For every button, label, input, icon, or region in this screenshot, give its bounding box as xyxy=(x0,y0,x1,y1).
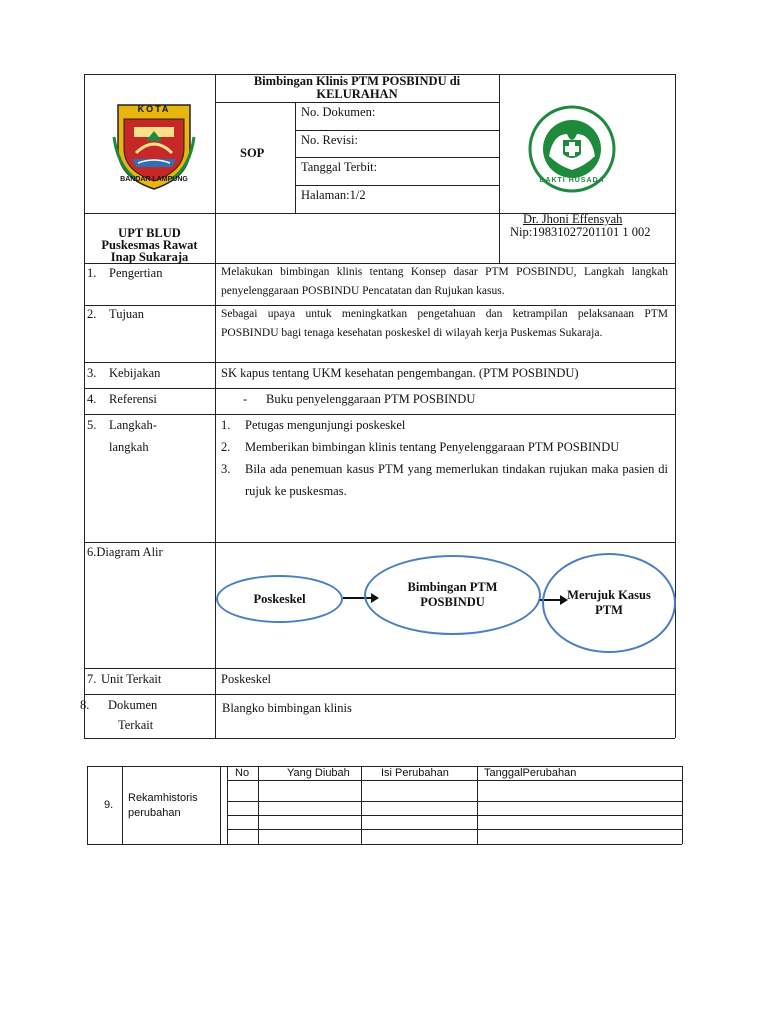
referensi-label: Referensi xyxy=(109,392,157,406)
flow-diagram xyxy=(216,543,675,668)
no-revisi: No. Revisi: xyxy=(301,133,358,147)
logo-bakti-husada-text: BAKTI HUSADA xyxy=(539,177,605,184)
halaman: Halaman:1/2 xyxy=(301,188,366,202)
langkah-step: 1. Petugas mengunjungi poskeskel xyxy=(221,418,406,432)
org-name: UPT BLUD Puskesmas Rawat Inap Sukaraja xyxy=(101,226,198,264)
pengertian-number: 1. xyxy=(87,266,97,280)
langkah-label-2: langkah xyxy=(109,440,149,454)
dokumen-terkait-number: 8. xyxy=(80,698,90,712)
referensi-text: Buku penyelenggaraan PTM POSBINDU xyxy=(266,392,476,406)
kebijakan-label: Kebijakan xyxy=(109,366,161,380)
pengertian-text: Melakukan bimbingan klinis tentang Konsep dasar PTM POSBINDU, Langkah langkah penyelenggaraan POSBINDU Pencatatan dan Rujukan kasus. xyxy=(221,266,668,297)
history-label: Rekamhistoris perubahan xyxy=(128,792,198,819)
history-col-isi-perubahan: Isi Perubahan xyxy=(381,767,449,779)
referensi-bullet: - xyxy=(243,392,248,406)
langkah-steps xyxy=(221,414,668,502)
langkah-step: 2. Memberikan bimbingan klinis tentang Penyelenggaraan PTM POSBINDU xyxy=(221,440,620,454)
history-col-tanggal: TanggalPerubahan xyxy=(484,767,577,779)
dokumen-terkait-label-2: Terkait xyxy=(118,718,154,732)
unit-terkait-label: Unit Terkait xyxy=(101,672,162,686)
doc-title: Bimbingan Klinis PTM POSBINDU di KELURAHAN xyxy=(253,74,461,101)
referensi-number: 4. xyxy=(87,392,97,406)
langkah-label-1: Langkah- xyxy=(109,418,157,432)
pengertian-label: Pengertian xyxy=(109,266,163,280)
dokumen-terkait-label-1: Dokumen xyxy=(108,698,158,712)
history-col-no: No xyxy=(235,767,250,779)
tujuan-label: Tujuan xyxy=(109,307,144,321)
sop-label: SOP xyxy=(240,146,265,160)
unit-terkait-text: Poskeskel xyxy=(221,672,271,686)
signer-name: Dr. Jhoni Effensyah xyxy=(523,212,623,226)
flow-node-poskeskel: Poskeskel xyxy=(216,575,343,623)
history-number: 9. xyxy=(104,799,114,811)
signer-nip: Nip:19831027201101 1 002 xyxy=(510,225,651,239)
langkah-step: 3. Bila ada penemuan kasus PTM yang memerlukan tindakan rujukan maka pasien di rujuk ke puskesmas. xyxy=(221,462,668,498)
langkah-number: 5. xyxy=(87,418,97,432)
tujuan-number: 2. xyxy=(87,307,97,321)
flow-node-merujuk: Merujuk Kasus PTM xyxy=(542,553,676,653)
dokumen-terkait-text: Blangko bimbingan klinis xyxy=(222,701,352,715)
logo-bottom-text: BANDAR LAMPUNG xyxy=(120,176,188,183)
tujuan-text: Sebagai upaya untuk meningkatkan pengetahuan dan ketrampilan pelaksanaan PTM POSBINDU bagi tenaga kesehatan poskeskel di wilayah kerja Puskemas Sukaraja. xyxy=(221,308,668,339)
history-col-yang-diubah: Yang Diubah xyxy=(287,767,350,779)
flow-node-bimbingan: Bimbingan PTM POSBINDU xyxy=(364,555,541,635)
no-dokumen: No. Dokumen: xyxy=(301,105,376,119)
diagram-label: 6.Diagram Alir xyxy=(87,545,163,559)
kebijakan-text: SK kapus tentang UKM kesehatan pengembangan. (PTM POSBINDU) xyxy=(221,366,579,380)
bakti-husada-logo xyxy=(527,104,617,194)
kota-bandar-lampung-logo xyxy=(112,97,196,192)
tanggal-terbit: Tanggal Terbit: xyxy=(301,160,378,174)
logo-top-text: KOTA xyxy=(137,104,171,114)
unit-terkait-number: 7. xyxy=(87,672,97,686)
kebijakan-number: 3. xyxy=(87,366,97,380)
